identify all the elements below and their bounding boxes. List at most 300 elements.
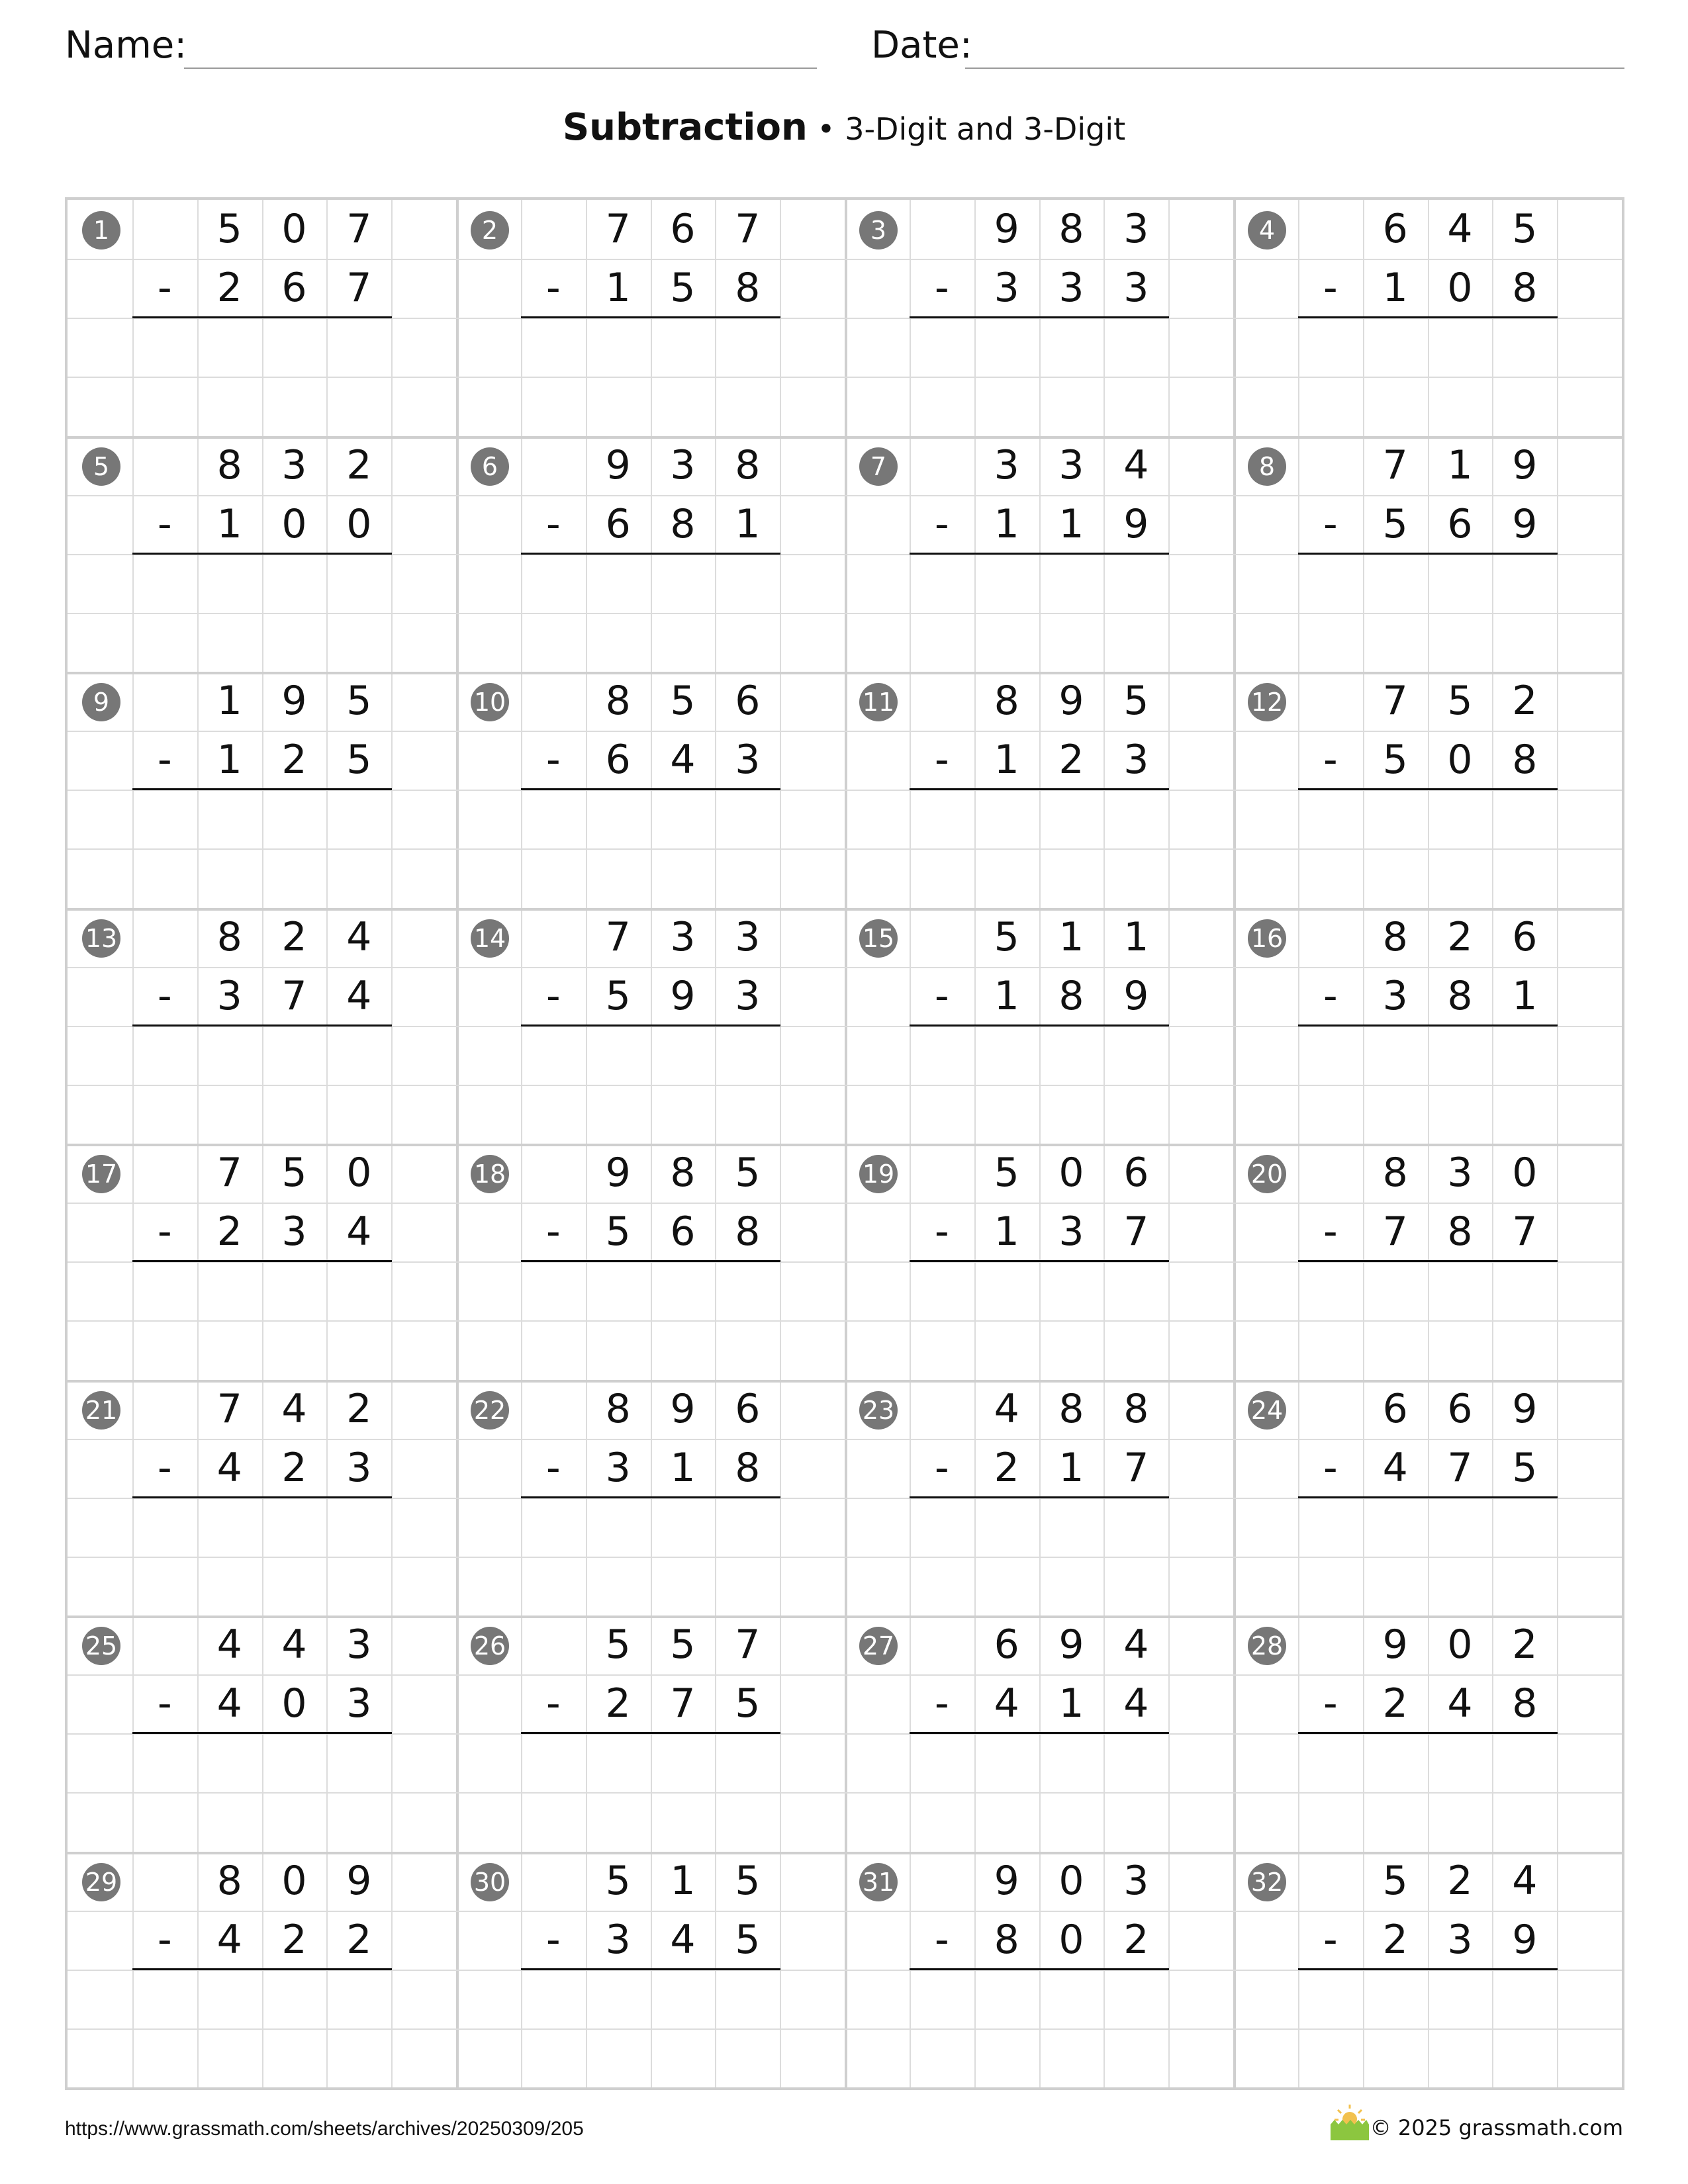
subtrahend-digit: 6 bbox=[605, 500, 631, 547]
problem-8 bbox=[1233, 436, 1623, 673]
answer-area[interactable] bbox=[521, 554, 780, 672]
answer-area[interactable] bbox=[132, 1498, 391, 1615]
problem-9 bbox=[68, 672, 457, 909]
title-subtitle: • 3-Digit and 3-Digit bbox=[807, 111, 1126, 147]
minuend-digit: 5 bbox=[346, 678, 372, 724]
footer-url: https://www.grassmath.com/sheets/archives/20250309/205 bbox=[65, 2118, 584, 2140]
minuend-digit: 5 bbox=[735, 1857, 761, 1904]
problem-number-badge: 23 bbox=[859, 1391, 898, 1430]
minuend-digit: 6 bbox=[1123, 1150, 1149, 1196]
problem-18 bbox=[456, 1144, 846, 1381]
minus-sign: - bbox=[158, 737, 172, 784]
subtrahend-digit: 2 bbox=[1382, 1680, 1408, 1727]
subtrahend-digit: 5 bbox=[670, 265, 696, 312]
minuend-digit: 5 bbox=[605, 1857, 631, 1904]
minus-sign: - bbox=[1323, 1444, 1338, 1491]
answer-area[interactable] bbox=[132, 554, 391, 672]
minus-sign: - bbox=[935, 500, 949, 547]
minuend-digit: 7 bbox=[605, 913, 631, 960]
minuend-digit: 6 bbox=[994, 1621, 1019, 1668]
subtrahend-digit: 2 bbox=[994, 1444, 1019, 1491]
answer-area[interactable] bbox=[1298, 318, 1557, 435]
minuend-digit: 9 bbox=[1512, 1385, 1538, 1432]
subtrahend-digit: 3 bbox=[346, 1444, 372, 1491]
minuend-digit: 4 bbox=[281, 1385, 307, 1432]
subtrahend-digit: 6 bbox=[605, 737, 631, 784]
subtrahend-digit: 1 bbox=[1512, 972, 1538, 1019]
answer-area[interactable] bbox=[132, 318, 391, 435]
subtrahend-digit: 3 bbox=[216, 972, 242, 1019]
subtrahend-digit: 1 bbox=[994, 500, 1019, 547]
minuend-digit: 5 bbox=[1512, 206, 1538, 252]
minuend-digit: 2 bbox=[1512, 678, 1538, 724]
problem-11 bbox=[845, 672, 1235, 909]
answer-area[interactable] bbox=[910, 1498, 1168, 1615]
name-label: Name: bbox=[65, 24, 187, 67]
minuend-digit: 6 bbox=[1382, 1385, 1408, 1432]
answer-area[interactable] bbox=[910, 554, 1168, 672]
subtrahend-digit: 4 bbox=[670, 737, 696, 784]
minuend-digit: 5 bbox=[605, 1621, 631, 1668]
minus-sign: - bbox=[158, 500, 172, 547]
minus-sign: - bbox=[158, 1680, 172, 1727]
subtrahend-digit: 2 bbox=[1382, 1916, 1408, 1963]
subtrahend-digit: 3 bbox=[994, 265, 1019, 312]
problem-number-badge: 3 bbox=[859, 211, 898, 250]
date-label: Date: bbox=[871, 24, 972, 67]
minuend-digit: 8 bbox=[605, 1385, 631, 1432]
answer-area[interactable] bbox=[521, 318, 780, 435]
problem-number-badge: 6 bbox=[471, 447, 509, 486]
subtrahend-digit: 8 bbox=[1447, 972, 1473, 1019]
minus-sign: - bbox=[1323, 500, 1338, 547]
minuend-digit: 3 bbox=[1058, 441, 1084, 488]
subtrahend-digit: 7 bbox=[1447, 1444, 1473, 1491]
problem-28 bbox=[1233, 1615, 1623, 1852]
problem-number-badge: 19 bbox=[859, 1155, 898, 1193]
minuend-digit: 8 bbox=[1058, 206, 1084, 252]
answer-area[interactable] bbox=[132, 1733, 391, 1851]
minuend-digit: 6 bbox=[670, 206, 696, 252]
minuend-digit: 5 bbox=[670, 1621, 696, 1668]
minuend-digit: 0 bbox=[1512, 1150, 1538, 1196]
problem-grid bbox=[65, 197, 1624, 2090]
minuend-digit: 0 bbox=[281, 1857, 307, 1904]
subtrahend-digit: 8 bbox=[735, 265, 761, 312]
problem-5 bbox=[68, 436, 457, 673]
subtrahend-digit: 3 bbox=[605, 1916, 631, 1963]
answer-area[interactable] bbox=[1298, 1261, 1557, 1379]
answer-area[interactable] bbox=[132, 1970, 391, 2087]
answer-area[interactable] bbox=[521, 1498, 780, 1615]
minuend-digit: 0 bbox=[1447, 1621, 1473, 1668]
minuend-digit: 9 bbox=[281, 678, 307, 724]
minuend-digit: 4 bbox=[216, 1621, 242, 1668]
subtrahend-digit: 8 bbox=[1512, 737, 1538, 784]
subtrahend-digit: 4 bbox=[216, 1916, 242, 1963]
subtrahend-digit: 1 bbox=[1382, 265, 1408, 312]
minuend-digit: 6 bbox=[735, 678, 761, 724]
minuend-digit: 2 bbox=[346, 1385, 372, 1432]
problem-6 bbox=[456, 436, 846, 673]
subtrahend-digit: 1 bbox=[994, 1208, 1019, 1255]
subtrahend-digit: 9 bbox=[1512, 500, 1538, 547]
minus-sign: - bbox=[1323, 972, 1338, 1019]
problem-3 bbox=[845, 200, 1235, 437]
minuend-digit: 9 bbox=[1382, 1621, 1408, 1668]
problem-25 bbox=[68, 1615, 457, 1852]
minuend-digit: 4 bbox=[994, 1385, 1019, 1432]
subtrahend-digit: 8 bbox=[1512, 1680, 1538, 1727]
grass-sun-logo-icon bbox=[1327, 2099, 1373, 2146]
minus-sign: - bbox=[1323, 1680, 1338, 1727]
subtrahend-digit: 5 bbox=[735, 1680, 761, 1727]
subtrahend-digit: 5 bbox=[1382, 737, 1408, 784]
answer-area[interactable] bbox=[910, 1970, 1168, 2087]
minuend-digit: 3 bbox=[994, 441, 1019, 488]
problem-number-badge: 10 bbox=[471, 683, 509, 721]
subtrahend-digit: 9 bbox=[1123, 972, 1149, 1019]
minuend-digit: 0 bbox=[1058, 1857, 1084, 1904]
problem-14 bbox=[456, 908, 846, 1145]
minuend-digit: 8 bbox=[1123, 1385, 1149, 1432]
problem-15 bbox=[845, 908, 1235, 1145]
minuend-digit: 2 bbox=[1512, 1621, 1538, 1668]
subtrahend-digit: 3 bbox=[1123, 737, 1149, 784]
minuend-digit: 7 bbox=[605, 206, 631, 252]
minuend-digit: 8 bbox=[670, 1150, 696, 1196]
problem-24 bbox=[1233, 1380, 1623, 1617]
minuend-digit: 0 bbox=[281, 206, 307, 252]
problem-27 bbox=[845, 1615, 1235, 1852]
minus-sign: - bbox=[546, 1680, 561, 1727]
minuend-digit: 7 bbox=[216, 1150, 242, 1196]
subtrahend-digit: 0 bbox=[346, 500, 372, 547]
subtrahend-digit: 2 bbox=[1058, 737, 1084, 784]
answer-area[interactable] bbox=[132, 790, 391, 907]
minuend-digit: 9 bbox=[670, 1385, 696, 1432]
minus-sign: - bbox=[546, 265, 561, 312]
subtrahend-digit: 1 bbox=[1058, 1444, 1084, 1491]
subtrahend-digit: 2 bbox=[281, 1916, 307, 1963]
subtrahend-digit: 6 bbox=[281, 265, 307, 312]
minus-sign: - bbox=[935, 1444, 949, 1491]
date-line[interactable] bbox=[965, 68, 1624, 69]
minuend-digit: 9 bbox=[605, 1150, 631, 1196]
minuend-digit: 4 bbox=[1512, 1857, 1538, 1904]
subtrahend-digit: 1 bbox=[670, 1444, 696, 1491]
subtrahend-digit: 8 bbox=[1058, 972, 1084, 1019]
subtrahend-digit: 2 bbox=[281, 737, 307, 784]
minuend-digit: 0 bbox=[1058, 1150, 1084, 1196]
answer-area[interactable] bbox=[1298, 1026, 1557, 1144]
minuend-digit: 9 bbox=[994, 206, 1019, 252]
problem-number-badge: 20 bbox=[1248, 1155, 1286, 1193]
minuend-digit: 1 bbox=[216, 678, 242, 724]
problem-17 bbox=[68, 1144, 457, 1381]
minuend-digit: 7 bbox=[216, 1385, 242, 1432]
answer-area[interactable] bbox=[521, 1026, 780, 1144]
answer-area[interactable] bbox=[1298, 554, 1557, 672]
problem-10 bbox=[456, 672, 846, 909]
problem-13 bbox=[68, 908, 457, 1145]
subtrahend-digit: 7 bbox=[1123, 1208, 1149, 1255]
minuend-digit: 1 bbox=[1123, 913, 1149, 960]
problem-2 bbox=[456, 200, 846, 437]
subtrahend-digit: 2 bbox=[216, 1208, 242, 1255]
minus-sign: - bbox=[1323, 265, 1338, 312]
subtrahend-digit: 1 bbox=[994, 972, 1019, 1019]
subtrahend-digit: 8 bbox=[994, 1916, 1019, 1963]
minuend-digit: 4 bbox=[346, 913, 372, 960]
subtrahend-digit: 5 bbox=[1512, 1444, 1538, 1491]
subtrahend-digit: 7 bbox=[281, 972, 307, 1019]
answer-area[interactable] bbox=[521, 790, 780, 907]
subtrahend-digit: 4 bbox=[670, 1916, 696, 1963]
minuend-digit: 8 bbox=[994, 678, 1019, 724]
subtrahend-digit: 1 bbox=[1058, 500, 1084, 547]
minuend-digit: 6 bbox=[1382, 206, 1408, 252]
minuend-digit: 6 bbox=[1447, 1385, 1473, 1432]
subtrahend-digit: 4 bbox=[346, 1208, 372, 1255]
subtrahend-digit: 3 bbox=[735, 972, 761, 1019]
subtrahend-digit: 8 bbox=[1447, 1208, 1473, 1255]
minuend-digit: 5 bbox=[994, 913, 1019, 960]
answer-area[interactable] bbox=[1298, 1970, 1557, 2087]
problem-number-badge: 17 bbox=[82, 1155, 120, 1193]
minuend-digit: 6 bbox=[735, 1385, 761, 1432]
answer-area[interactable] bbox=[132, 1261, 391, 1379]
minuend-digit: 9 bbox=[1058, 1621, 1084, 1668]
minuend-digit: 9 bbox=[1512, 441, 1538, 488]
subtrahend-digit: 1 bbox=[605, 265, 631, 312]
answer-area[interactable] bbox=[1298, 1498, 1557, 1615]
subtrahend-digit: 2 bbox=[1123, 1916, 1149, 1963]
minus-sign: - bbox=[158, 1208, 172, 1255]
problem-31 bbox=[845, 1852, 1235, 2089]
minuend-digit: 3 bbox=[346, 1621, 372, 1668]
minuend-digit: 5 bbox=[735, 1150, 761, 1196]
minuend-digit: 3 bbox=[735, 913, 761, 960]
subtrahend-digit: 3 bbox=[1447, 1916, 1473, 1963]
problem-number-badge: 29 bbox=[82, 1863, 120, 1901]
subtrahend-digit: 8 bbox=[735, 1444, 761, 1491]
minuend-digit: 5 bbox=[1447, 678, 1473, 724]
answer-area[interactable] bbox=[910, 1733, 1168, 1851]
answer-area[interactable] bbox=[132, 1026, 391, 1144]
problem-number-badge: 2 bbox=[471, 211, 509, 250]
subtrahend-digit: 7 bbox=[1512, 1208, 1538, 1255]
problem-12 bbox=[1233, 672, 1623, 909]
problem-number-badge: 5 bbox=[82, 447, 120, 486]
minus-sign: - bbox=[546, 1208, 561, 1255]
problem-number-badge: 4 bbox=[1248, 211, 1286, 250]
problem-7 bbox=[845, 436, 1235, 673]
answer-area[interactable] bbox=[1298, 790, 1557, 907]
minuend-digit: 8 bbox=[1382, 913, 1408, 960]
minuend-digit: 1 bbox=[1058, 913, 1084, 960]
minus-sign: - bbox=[935, 1916, 949, 1963]
minuend-digit: 3 bbox=[670, 441, 696, 488]
minuend-digit: 5 bbox=[670, 678, 696, 724]
minuend-digit: 3 bbox=[1123, 206, 1149, 252]
minuend-digit: 5 bbox=[1382, 1857, 1408, 1904]
problem-22 bbox=[456, 1380, 846, 1617]
minuend-digit: 5 bbox=[994, 1150, 1019, 1196]
subtrahend-digit: 3 bbox=[605, 1444, 631, 1491]
subtrahend-digit: 1 bbox=[735, 500, 761, 547]
problem-19 bbox=[845, 1144, 1235, 1381]
problem-number-badge: 13 bbox=[82, 919, 120, 958]
problem-20 bbox=[1233, 1144, 1623, 1381]
subtrahend-digit: 0 bbox=[281, 1680, 307, 1727]
subtrahend-digit: 6 bbox=[670, 1208, 696, 1255]
minuend-digit: 4 bbox=[1123, 1621, 1149, 1668]
subtrahend-digit: 0 bbox=[1058, 1916, 1084, 1963]
answer-area[interactable] bbox=[910, 1261, 1168, 1379]
problem-number-badge: 31 bbox=[859, 1863, 898, 1901]
subtrahend-digit: 2 bbox=[281, 1444, 307, 1491]
minuend-digit: 7 bbox=[1382, 678, 1408, 724]
answer-area[interactable] bbox=[521, 1733, 780, 1851]
minuend-digit: 5 bbox=[281, 1150, 307, 1196]
subtrahend-digit: 1 bbox=[216, 737, 242, 784]
minus-sign: - bbox=[546, 500, 561, 547]
minuend-digit: 9 bbox=[346, 1857, 372, 1904]
answer-area[interactable] bbox=[521, 1261, 780, 1379]
problem-number-badge: 8 bbox=[1248, 447, 1286, 486]
answer-area[interactable] bbox=[910, 790, 1168, 907]
problem-number-badge: 7 bbox=[859, 447, 898, 486]
minuend-digit: 2 bbox=[281, 913, 307, 960]
minuend-digit: 8 bbox=[1058, 1385, 1084, 1432]
problem-number-badge: 26 bbox=[471, 1627, 509, 1665]
minuend-digit: 1 bbox=[1447, 441, 1473, 488]
title-main: Subtraction bbox=[562, 106, 808, 149]
minuend-digit: 3 bbox=[670, 913, 696, 960]
minus-sign: - bbox=[158, 972, 172, 1019]
subtrahend-digit: 5 bbox=[605, 972, 631, 1019]
name-line[interactable] bbox=[184, 68, 817, 69]
subtrahend-digit: 4 bbox=[1123, 1680, 1149, 1727]
minuend-digit: 3 bbox=[1123, 1857, 1149, 1904]
subtrahend-digit: 5 bbox=[605, 1208, 631, 1255]
problem-number-badge: 28 bbox=[1248, 1627, 1286, 1665]
subtrahend-digit: 3 bbox=[1058, 265, 1084, 312]
subtrahend-digit: 5 bbox=[346, 737, 372, 784]
subtrahend-digit: 3 bbox=[735, 737, 761, 784]
subtrahend-digit: 4 bbox=[1382, 1444, 1408, 1491]
worksheet-title bbox=[0, 106, 1688, 149]
problem-number-badge: 22 bbox=[471, 1391, 509, 1430]
minuend-digit: 8 bbox=[735, 441, 761, 488]
minus-sign: - bbox=[158, 1444, 172, 1491]
problem-number-badge: 27 bbox=[859, 1627, 898, 1665]
minuend-digit: 1 bbox=[670, 1857, 696, 1904]
subtrahend-digit: 1 bbox=[994, 737, 1019, 784]
answer-area[interactable] bbox=[1298, 1733, 1557, 1851]
subtrahend-digit: 1 bbox=[216, 500, 242, 547]
problem-number-badge: 18 bbox=[471, 1155, 509, 1193]
subtrahend-digit: 3 bbox=[281, 1208, 307, 1255]
problem-number-badge: 12 bbox=[1248, 683, 1286, 721]
problem-number-badge: 15 bbox=[859, 919, 898, 958]
answer-area[interactable] bbox=[521, 1970, 780, 2087]
minuend-digit: 4 bbox=[1123, 441, 1149, 488]
minuend-digit: 2 bbox=[1447, 1857, 1473, 1904]
subtrahend-digit: 8 bbox=[735, 1208, 761, 1255]
answer-area[interactable] bbox=[910, 1026, 1168, 1144]
subtrahend-digit: 9 bbox=[1512, 1916, 1538, 1963]
subtrahend-digit: 4 bbox=[216, 1444, 242, 1491]
subtrahend-digit: 2 bbox=[346, 1916, 372, 1963]
subtrahend-digit: 7 bbox=[670, 1680, 696, 1727]
minus-sign: - bbox=[158, 265, 172, 312]
problem-number-badge: 1 bbox=[82, 211, 120, 250]
minuend-digit: 7 bbox=[735, 1621, 761, 1668]
subtrahend-digit: 4 bbox=[346, 972, 372, 1019]
minuend-digit: 2 bbox=[346, 441, 372, 488]
minus-sign: - bbox=[1323, 1208, 1338, 1255]
problem-4 bbox=[1233, 200, 1623, 437]
minuend-digit: 7 bbox=[346, 206, 372, 252]
minus-sign: - bbox=[935, 737, 949, 784]
minus-sign: - bbox=[935, 265, 949, 312]
minuend-digit: 9 bbox=[1058, 678, 1084, 724]
answer-area[interactable] bbox=[910, 318, 1168, 435]
minuend-digit: 0 bbox=[346, 1150, 372, 1196]
subtrahend-digit: 0 bbox=[1447, 265, 1473, 312]
minus-sign: - bbox=[935, 972, 949, 1019]
minus-sign: - bbox=[546, 972, 561, 1019]
minuend-digit: 8 bbox=[1382, 1150, 1408, 1196]
problem-number-badge: 24 bbox=[1248, 1391, 1286, 1430]
problem-26 bbox=[456, 1615, 846, 1852]
subtrahend-digit: 8 bbox=[670, 500, 696, 547]
subtrahend-digit: 7 bbox=[1123, 1444, 1149, 1491]
subtrahend-digit: 3 bbox=[1382, 972, 1408, 1019]
problem-number-badge: 25 bbox=[82, 1627, 120, 1665]
minuend-digit: 8 bbox=[216, 913, 242, 960]
minuend-digit: 5 bbox=[216, 206, 242, 252]
subtrahend-digit: 4 bbox=[994, 1680, 1019, 1727]
minuend-digit: 3 bbox=[281, 441, 307, 488]
problem-number-badge: 11 bbox=[859, 683, 898, 721]
minuend-digit: 8 bbox=[605, 678, 631, 724]
subtrahend-digit: 9 bbox=[1123, 500, 1149, 547]
problem-32 bbox=[1233, 1852, 1623, 2089]
minuend-digit: 5 bbox=[1123, 678, 1149, 724]
subtrahend-digit: 2 bbox=[605, 1680, 631, 1727]
footer-copyright: © 2025 grassmath.com bbox=[1370, 2115, 1623, 2140]
problem-23 bbox=[845, 1380, 1235, 1617]
problem-number-badge: 14 bbox=[471, 919, 509, 958]
minuend-digit: 7 bbox=[1382, 441, 1408, 488]
subtrahend-digit: 7 bbox=[1382, 1208, 1408, 1255]
subtrahend-digit: 3 bbox=[1058, 1208, 1084, 1255]
minuend-digit: 6 bbox=[1512, 913, 1538, 960]
subtrahend-digit: 9 bbox=[670, 972, 696, 1019]
minuend-digit: 9 bbox=[605, 441, 631, 488]
problem-1 bbox=[68, 200, 457, 437]
minus-sign: - bbox=[546, 1444, 561, 1491]
problem-number-badge: 9 bbox=[82, 683, 120, 721]
minuend-digit: 8 bbox=[216, 1857, 242, 1904]
subtrahend-digit: 5 bbox=[1382, 500, 1408, 547]
minus-sign: - bbox=[1323, 737, 1338, 784]
problem-number-badge: 30 bbox=[471, 1863, 509, 1901]
problem-number-badge: 16 bbox=[1248, 919, 1286, 958]
